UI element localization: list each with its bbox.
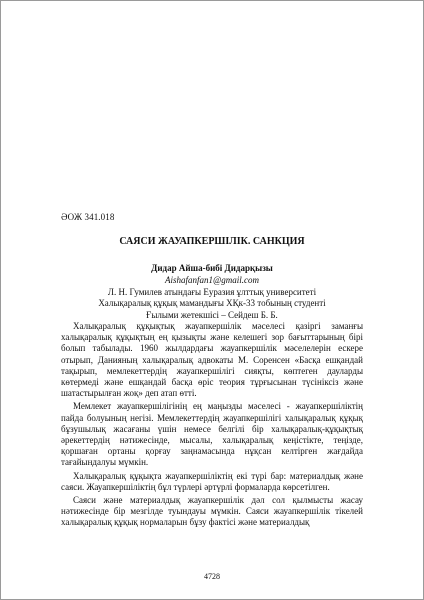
author-block (61, 263, 363, 322)
author-supervisor: Ғылыми жетекшісі – Сейдеш Б. Б. (146, 310, 278, 321)
paragraph: Халықаралық құқықтық жауапкершілік мәселесі қазіргі заманғы халықаралық құқықтың ең қызықты және келешегі зор бағыттарының бірі болып табылады. 1960 жылдардағы жауапкершілік мәселелерін ескере отырып, Данияның халықаралық адвокаты М. Соренсен «Басқа ешқандай тақырып, мемлекеттердің жауапкершілігі сияқты, көптеген дауларды көтермеді және ешқандай басқа өріс теория тұрғысынан түсініксіз және шатастырылған жоқ» деп атап өтті. (61, 321, 363, 399)
article-title: САЯСИ ЖАУАПКЕРШІЛІК. САНКЦИЯ (119, 236, 305, 247)
udc-code: ӘОЖ 341.018 (61, 212, 115, 222)
paragraph: Саяси және материалдық жауапкершілік дәл сол қылмысты жасау нәтижесінде бір мезгілде туындауы мүмкін. Саяси жауапкершілік тікелей халықаралық құқық нормаларын бұзу фактісі және материалдық (61, 495, 363, 528)
page-number: 4728 (204, 572, 220, 581)
body-text (61, 321, 363, 531)
paragraph: Халықаралық құқықта жауапкершіліктің екі түрі бар: материалдық және саяси. Жауапкершіліктің бұл түрлері әртүрлі формаларда көрсетілген. (61, 470, 363, 492)
author-email: Aishafanfan1@gmail.com (164, 274, 260, 285)
paragraph: Мемлекет жауапкершілігінің ең маңызды мәселесі - жауапкершіліктің пайда болуының негізі. Мемлекеттердің жауапкершілігі халықаралық құқық бұзушылық жасағаны үшін немесе белгілі бір халықаралық-құқықтық әрекеттердің нәтижесінде, мысалы, халықаралық кеңістікте, теңізде, қоршаған ортаны қорғау заңнамасында нұқсан келтірген жағдайда тағайындалуы мүмкін. (61, 401, 363, 468)
author-program: Халықаралық құқық мамандығы ХҚк-33 тобының студенті (98, 298, 326, 309)
author-name: Дидар Айша-бибі Дидарқызы (151, 263, 273, 273)
author-affiliation: Л. Н. Гумилев атындағы Еуразия ұлттық университеті (107, 286, 317, 297)
